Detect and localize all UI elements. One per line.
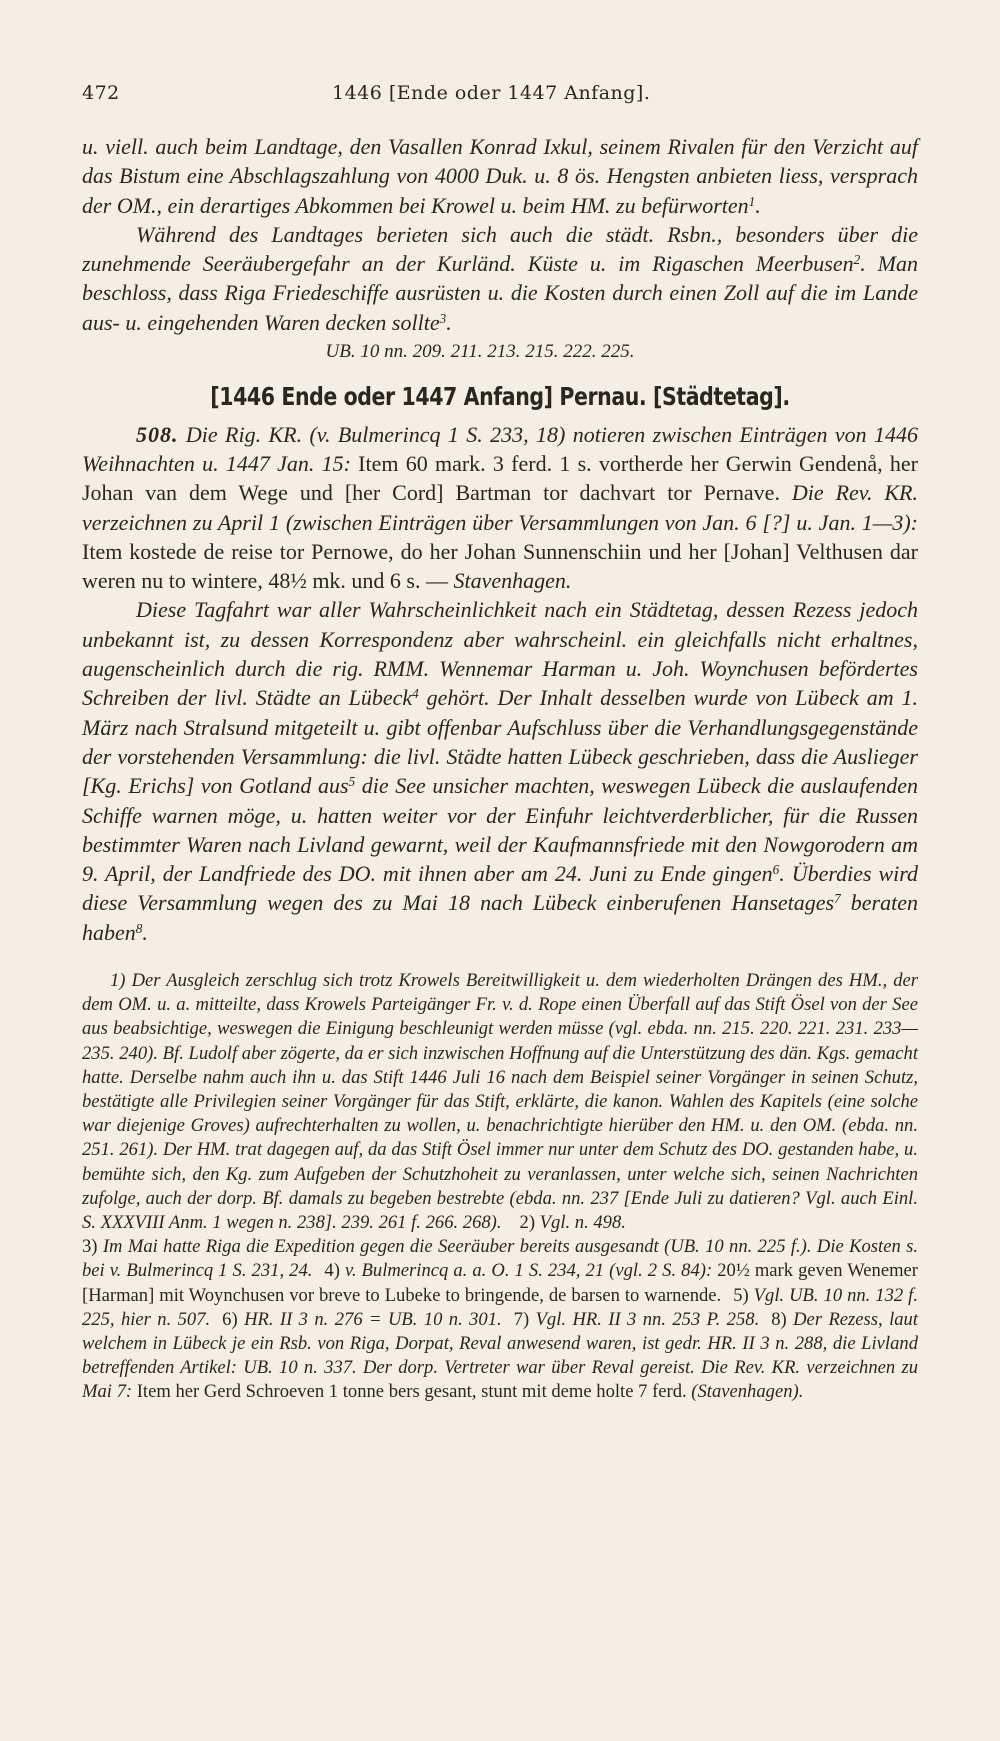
footnote-ref: 3 bbox=[439, 310, 447, 326]
page-number: 472 bbox=[82, 82, 120, 104]
footnote-3 bbox=[82, 1235, 918, 1404]
editorial-text: beraten haben bbox=[82, 890, 918, 945]
sentence-end: . bbox=[142, 919, 148, 945]
footnote-ref: 4 bbox=[412, 686, 419, 702]
footnote-ref: 6 bbox=[772, 861, 780, 877]
footnote-ref: 1 bbox=[748, 193, 756, 209]
source-quote: 20½ mark geven Wenemer [Harman] mit Woynchusen vor breve to Lubeke to bringende, de barsen to warnende. bbox=[82, 1260, 918, 1306]
intro-text: . Man beschloss, dass Riga Friedeschiffe ausrüsten u. die Kosten durch einen Zoll auf die im Lande aus- u. eingehenden Waren decken sollte bbox=[82, 251, 919, 335]
editorial-text: die See unsicher machten, weswegen Lübeck die auslaufenden Schiffe warnen möge, u. hatten weiter vor der Einfuhr leichtverderblicher, für die Russen bestimmter Waren nach Livland gewarnt, weil der Kaufmannsfriede mit den Nowgorodern am 9. April, der Landfriede des DO. mit ihnen aber am 24. Juni zu Ende gingen bbox=[82, 773, 918, 887]
source-quote: Item her Gerd Schroeven 1 tonne bers gesant, stunt mit deme holte 7 ferd. bbox=[132, 1381, 687, 1403]
footnote-marker: 5) bbox=[733, 1284, 749, 1306]
source-quote: Item 60 mark. 3 ferd. 1 s. vortherde her Gerwin Gendenå, her Johan van dem Wege und [her Cord] Bartman tor dachvart tor Pernave. bbox=[82, 450, 918, 506]
editorial-text: Diese Tagfahrt war aller Wahrscheinlichkeit nach ein Städtetag, dessen Rezess jedoch unbekannt ist, zu dessen Korrespondenz aber wahrscheinl. ein gleichfalls nicht erhaltnes, augenscheinlich durch die rig. RMM. Wennemar Harman u. Joh. Woynchusen befördertes Schreiben der livl. Städte an Lübeck bbox=[82, 597, 918, 711]
footnote-text: Im Mai hatte Riga die Expedition gegen die Seeräuber bereits ausgesandt (UB. 10 nn. 225 f.). Die Kosten s. bei v. Bulmerincq 1 S. 231, 24. bbox=[82, 1236, 918, 1282]
sentence-end: . bbox=[755, 192, 761, 218]
footnote-text: Vgl. HR. II 3 nn. 253 P. 258. bbox=[529, 1308, 760, 1330]
footnote-marker: 4) bbox=[324, 1260, 340, 1282]
footnote-ref: 2 bbox=[853, 251, 861, 267]
editorial-text: Die Rig. KR. (v. Bulmerincq 1 S. 233, 18) notieren zwischen Einträgen von 1446 Weihnachten u. 1447 Jan. 15: bbox=[82, 421, 918, 476]
section-paragraph-1 bbox=[82, 420, 918, 596]
footnote-text: Vgl. n. 498. bbox=[535, 1212, 626, 1234]
footnote-marker: 6) bbox=[222, 1308, 238, 1330]
document-page bbox=[82, 82, 918, 1405]
footnote-text: Vgl. UB. 10 nn. 132 f. 225, hier n. 507. bbox=[82, 1284, 918, 1330]
page-header bbox=[82, 82, 918, 112]
footnote-marker: 7) bbox=[513, 1308, 530, 1330]
attribution: (Stavenhagen). bbox=[686, 1381, 804, 1403]
attribution: Stavenhagen. bbox=[448, 568, 572, 594]
footnote-text: Der Ausgleich zerschlug sich trotz Krowels Bereitwilligkeit u. dem wiederholten Drängen des HM., der dem OM. u. a. mitteilte, dass Krowels Parteigänger Fr. v. d. Rope einen Überfall auf das Stift Ösel von der See aus beabsichtige, weswegen die Einigung beschleunigt werden müsse (vgl. ebda. nn. 215. 220. 221. 231. 233—235. 240). Bf. Ludolf aber zögerte, da er sich inzwischen Hoffnung auf die Unterstützung des dän. Kgs. gemacht hatte. Derselbe nahm auch ihn u. das Stift 1446 Juli 16 nach dem Beispiel seiner Vorgänger in seinen Schutz, bestätigte alle Privilegien seiner Vorgänger für das Stift, erklärte, die kanon. Wahlen des Kapitels (eine solche war diejenige Groves) aufrechterhalten zu wollen, u. benachrichtigte hierüber den HM. u. den OM. (ebda. nn. 251. 261). Der HM. trat dagegen auf, da das Stift Ösel immer nur unter dem Schutz des DO. gestanden habe, u. bemühte sich, den Kg. zum Aufgeben der Schutzhoheit zu veranlassen, unter welche sich, seinen Nachrichten zufolge, auch der dorp. Bf. damals zu begeben bestrebte (ebda. nn. 237 [Ende Juli zu datieren? Vgl. auch Einl. S. XXXVIII Anm. 1 wegen n. 238]. 239. 261 f. 266. 268). bbox=[82, 970, 918, 1234]
footnote-text: Der Rezess, laut welchem in Lübeck je ein Rsb. von Riga, Dorpat, Reval anwesend waren, ist gedr. HR. II 3 n. 288, die Livland betreffenden Artikel: UB. 10 n. 337. Der dorp. Vertreter war über Reval gereist. Die Rev. KR. verzeichnen zu Mai 7: bbox=[82, 1308, 918, 1403]
editorial-text: . Überdies wird diese Versammlung wegen des zu Mai 18 nach Lübeck einberufenen Hansetages bbox=[82, 861, 918, 916]
footnote-marker: 1) bbox=[110, 970, 126, 992]
editorial-text: gehört. Der Inhalt desselben wurde von Lübeck am 1. März nach Stralsund mitgeteilt u. gibt offenbar Aufschluss über die Verhandlungsgegenstände der vorstehenden Versammlung: die livl. Städte hatten Lübeck geschrieben, dass die Auslieger [Kg. Erichs] von Gotland aus bbox=[82, 685, 918, 799]
footnote-1 bbox=[82, 969, 918, 1235]
editorial-text: Die Rev. KR. verzeichnen zu April 1 (zwischen Einträgen über Versammlungen von Jan. 6 [?] u. Jan. 1—3): bbox=[82, 480, 918, 535]
footnotes bbox=[82, 969, 918, 1405]
main-text bbox=[82, 132, 918, 947]
paragraph-number: 508. bbox=[136, 421, 179, 447]
source-quote: Item kostede de reise tor Pernowe, do her Johan Sunnenschiin und her [Johan] Velthusen dar weren nu to wintere, 48½ mk. und 6 s. — bbox=[82, 538, 918, 594]
section-heading: [1446 Ende oder 1447 Anfang] Pernau. [Städtetag]. bbox=[210, 382, 790, 412]
footnote-marker: 2) bbox=[519, 1212, 536, 1234]
reference-line: UB. 10 nn. 209. 211. 213. 215. 222. 225. bbox=[325, 341, 635, 363]
section-paragraph-2 bbox=[82, 595, 918, 947]
footnote-ref: 5 bbox=[348, 773, 356, 789]
running-title: 1446 [Ende oder 1447 Anfang]. bbox=[332, 82, 651, 104]
footnote-marker: 8) bbox=[771, 1308, 787, 1330]
footnote-text: HR. II 3 n. 276 = UB. 10 n. 301. bbox=[237, 1308, 502, 1330]
footnote-ref: 7 bbox=[834, 891, 841, 907]
intro-paragraph-2 bbox=[82, 220, 918, 337]
footnote-marker: 3) bbox=[82, 1236, 98, 1258]
intro-text: Während des Landtages berieten sich auch die städt. Rsbn., besonders über die zunehmende Seeräubergefahr an der Kurländ. Küste u. im Rigaschen Meerbusen bbox=[82, 221, 918, 277]
sentence-end: . bbox=[446, 309, 452, 335]
intro-paragraph-1 bbox=[82, 132, 918, 220]
footnote-ref: 8 bbox=[135, 920, 143, 936]
footnote-text: v. Bulmerincq a. a. O. 1 S. 234, 21 (vgl. 2 S. 84): bbox=[339, 1260, 713, 1282]
intro-text: u. viell. auch beim Landtage, den Vasallen Konrad Ixkul, seinem Rivalen für den Verzicht auf das Bistum eine Abschlagszahlung von 4000 Duk. u. 8 ös. Hengsten anbieten liess, versprach der OM., ein derartiges Abkommen bei Krowel u. beim HM. zu befürworten bbox=[82, 134, 918, 218]
